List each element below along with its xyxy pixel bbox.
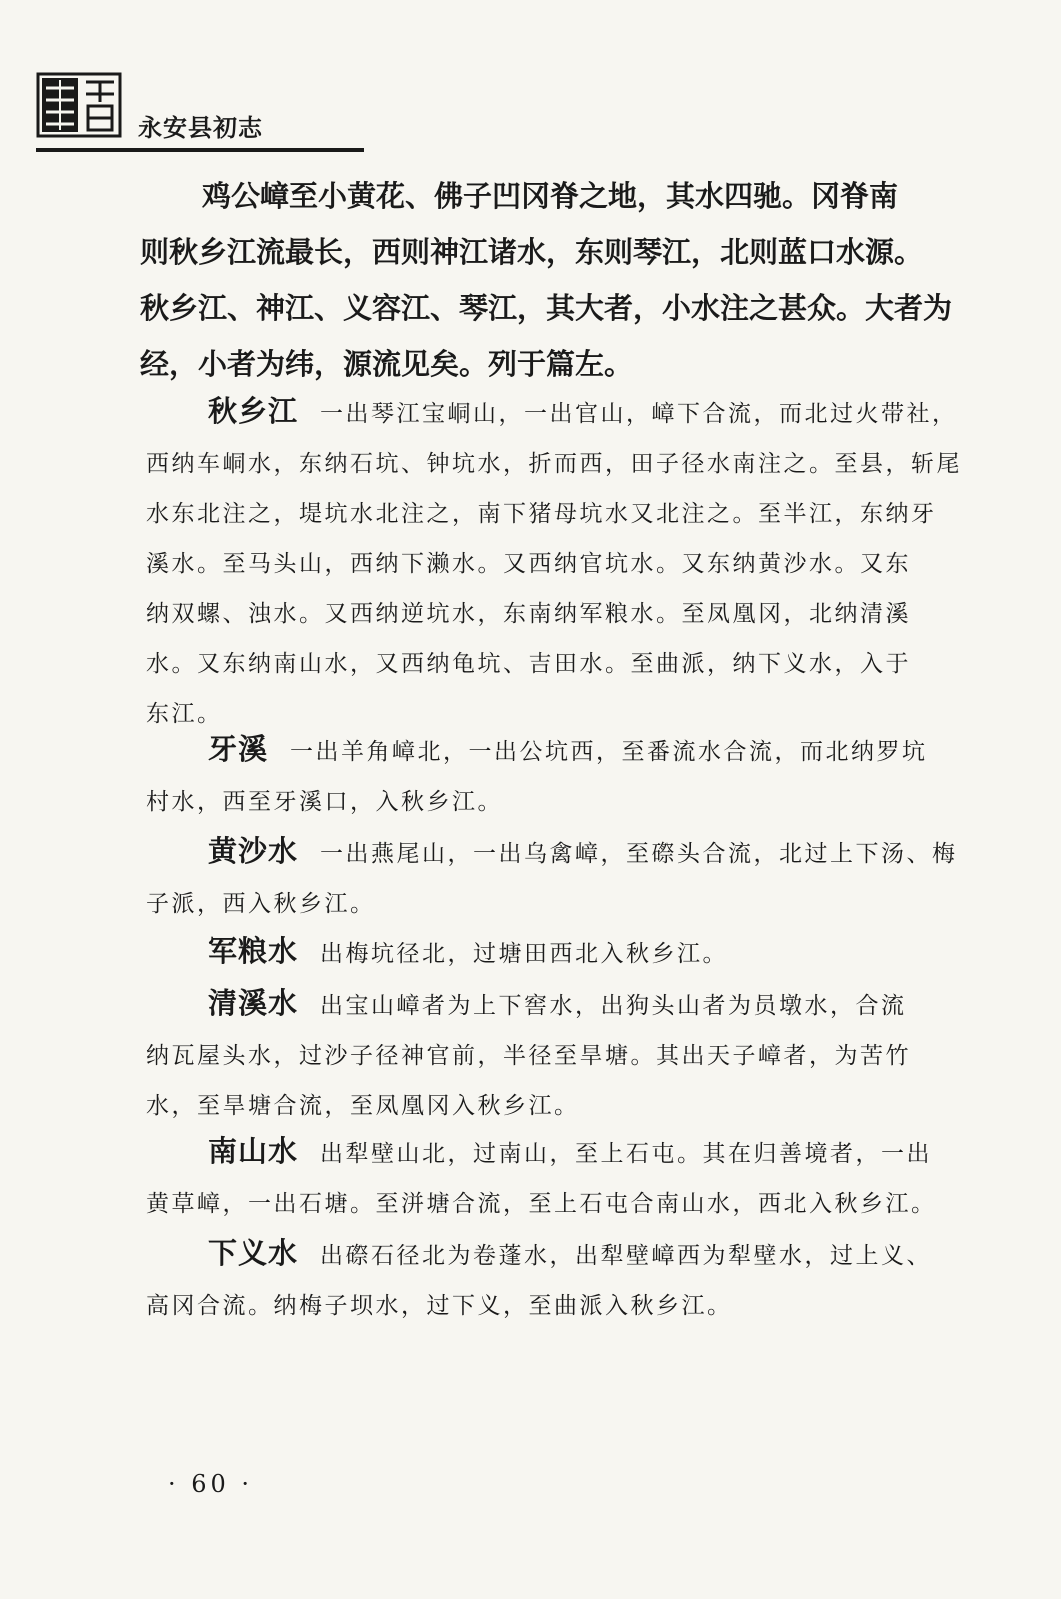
entry-text: 一出燕尾山，一出乌禽嶂，至磜头合流，北过上下汤、梅 [320, 841, 958, 867]
entry-text: 东江。 [146, 701, 223, 727]
running-header-title: 永安县初志 [138, 114, 263, 142]
entry-text: 西纳车峒水，东纳石坑、钟坑水，折而西，田子径水南注之。至县，斩尾 [146, 451, 962, 477]
entry-text: 出犁壁山北，过南山，至上石屯。其在归善境者，一出 [320, 1141, 933, 1167]
entry-text: 高冈合流。纳梅子坝水，过下义，至曲派入秋乡江。 [146, 1293, 733, 1319]
intro-line: 秋乡江、神江、义容江、琴江，其大者，小水注之甚众。大者为 [140, 291, 953, 325]
entry-text: 一出羊角嶂北，一出公坑西，至番流水合流，而北纳罗坑 [290, 739, 928, 765]
intro-line: 经，小者为纬，源流见矣。列于篇左。 [140, 347, 634, 381]
river-entry-yaxi [146, 724, 966, 827]
intro-line: 鸡公嶂至小黄花、佛子凹冈脊之地，其水四驰。冈脊南 [202, 179, 899, 213]
entry-text: 出宝山嶂者为上下窖水，出狗头山者为员墩水，合流 [320, 993, 907, 1019]
entry-name: 军粮水 [208, 934, 299, 968]
river-entry-nanshan [146, 1126, 966, 1229]
header-rule [36, 148, 364, 152]
entry-text: 水，至旱塘合流，至凤凰冈入秋乡江。 [146, 1093, 580, 1119]
intro-line: 则秋乡江流最长，西则神江诸水，东则琴江，北则蓝口水源。 [140, 235, 924, 269]
river-entry-qiuxiang [146, 386, 966, 739]
page-number: · 60 · [168, 1470, 254, 1498]
entry-name: 黄沙水 [208, 834, 299, 868]
entry-name: 秋乡江 [208, 394, 299, 428]
entry-name: 下义水 [208, 1236, 299, 1270]
entry-text: 纳瓦屋头水，过沙子径神官前，半径至旱塘。其出天子嶂者，为苦竹 [146, 1043, 911, 1069]
entry-text: 一出琴江宝峒山，一出官山，嶂下合流，而北过火带社， [320, 401, 958, 427]
entry-text: 子派，西入秋乡江。 [146, 891, 376, 917]
entry-name: 牙溪 [208, 732, 269, 766]
entry-name: 清溪水 [208, 986, 299, 1020]
entry-text: 村水，西至牙溪口，入秋乡江。 [146, 789, 503, 815]
entry-text: 水。又东纳南山水，又西纳龟坑、吉田水。至曲派，纳下义水，入于 [146, 651, 911, 677]
entry-text: 溪水。至马头山，西纳下濑水。又西纳官坑水。又东纳黄沙水。又东 [146, 551, 911, 577]
river-entry-huangsha [146, 826, 966, 929]
entry-text: 出磜石径北为卷蓬水，出犁壁嶂西为犁壁水，过上义、 [320, 1243, 933, 1269]
entry-text: 纳双螺、浊水。又西纳逆坑水，东南纳军粮水。至凤凰冈，北纳清溪 [146, 601, 911, 627]
entry-name: 南山水 [208, 1134, 299, 1168]
river-entry-junliang [146, 926, 966, 979]
river-entry-qingxi [146, 978, 966, 1131]
entry-text: 出梅坑径北，过塘田西北入秋乡江。 [320, 941, 729, 967]
entry-text: 黄草嶂，一出石塘。至洴塘合流，至上石屯合南山水，西北入秋乡江。 [146, 1191, 937, 1217]
entry-text: 水东北注之，堤坑水北注之，南下猪母坑水又北注之。至半江，东纳牙 [146, 501, 937, 527]
intro-paragraph [140, 168, 960, 392]
river-entry-xiayi [146, 1228, 966, 1331]
seal-logo [36, 70, 122, 140]
